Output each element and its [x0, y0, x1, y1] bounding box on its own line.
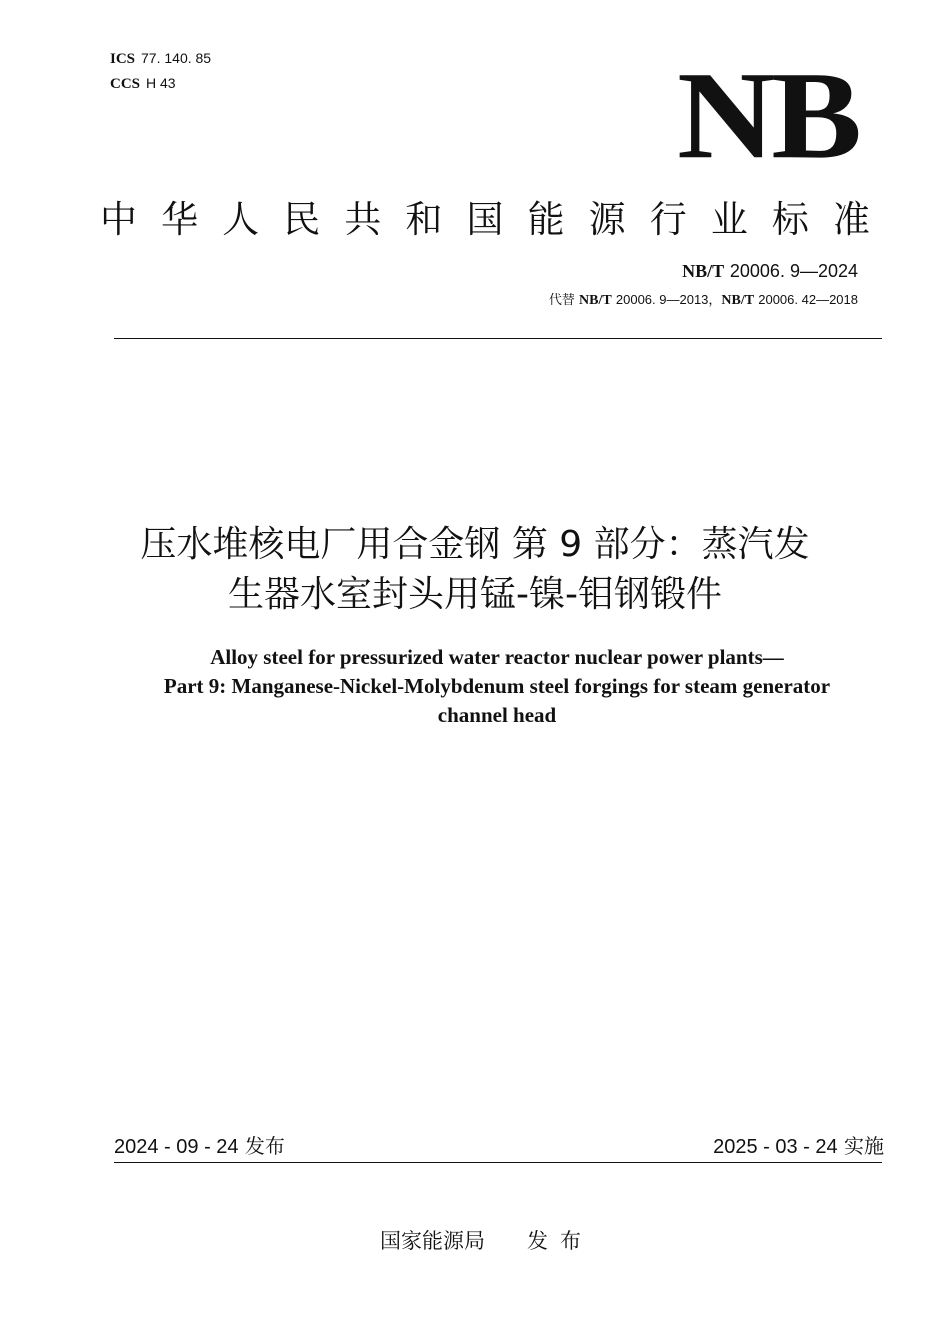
chinese-title-line-2: 生器水室封头用锰-镍-钼钢锻件 [228, 574, 722, 615]
replaces-line [549, 290, 858, 311]
publisher-action: 发布 [527, 1229, 593, 1253]
chinese-title-line-1: 压水堆核电厂用合金钢 第 9 部分：蒸汽发 [140, 524, 810, 565]
english-title-line-1: Alloy steel for pressurized water reactor nuclear power plants— [210, 645, 784, 669]
replaces-number-1: 20006. 9—2013， [615, 292, 722, 307]
replaces-code-2: NB/T [721, 293, 755, 308]
classification-codes [110, 46, 211, 96]
ics-label: ICS [110, 51, 136, 67]
nb-logo: NB [677, 46, 858, 185]
publisher [380, 1226, 593, 1256]
ccs-row [110, 71, 211, 96]
standard-number [682, 258, 858, 285]
replaces-prefix: 代替 [548, 293, 575, 308]
issue-date-value: 2024 - 09 - 24 [114, 1136, 239, 1158]
implementation-date-value: 2025 - 03 - 24 [713, 1136, 838, 1158]
english-title-line-2: Part 9: Manganese-Nickel-Molybdenum steel forgings for steam generator [163, 674, 831, 698]
english-title-line-3: channel head [437, 703, 557, 727]
implementation-date [713, 1132, 884, 1161]
ccs-label: CCS [110, 76, 141, 92]
english-title [60, 643, 934, 730]
ics-row [110, 46, 211, 71]
publisher-name: 国家能源局 [380, 1229, 485, 1253]
standard-title: 中华人民共和国能源行业标准 [100, 198, 870, 241]
bottom-divider [114, 1162, 882, 1163]
issue-date-label: 发布 [244, 1134, 285, 1158]
replaces-code-1: NB/T [579, 293, 612, 308]
top-divider [114, 338, 882, 339]
replaces-number-2: 20006. 42—2018 [758, 292, 858, 307]
chinese-title [60, 520, 890, 620]
standard-number-value: 20006. 9—2024 [729, 261, 858, 281]
ccs-value: H 43 [146, 75, 176, 91]
issue-date [114, 1132, 285, 1161]
standard-code: NB/T [682, 261, 725, 281]
ics-value: 77. 140. 85 [141, 50, 212, 66]
implementation-date-label: 实施 [844, 1134, 884, 1158]
